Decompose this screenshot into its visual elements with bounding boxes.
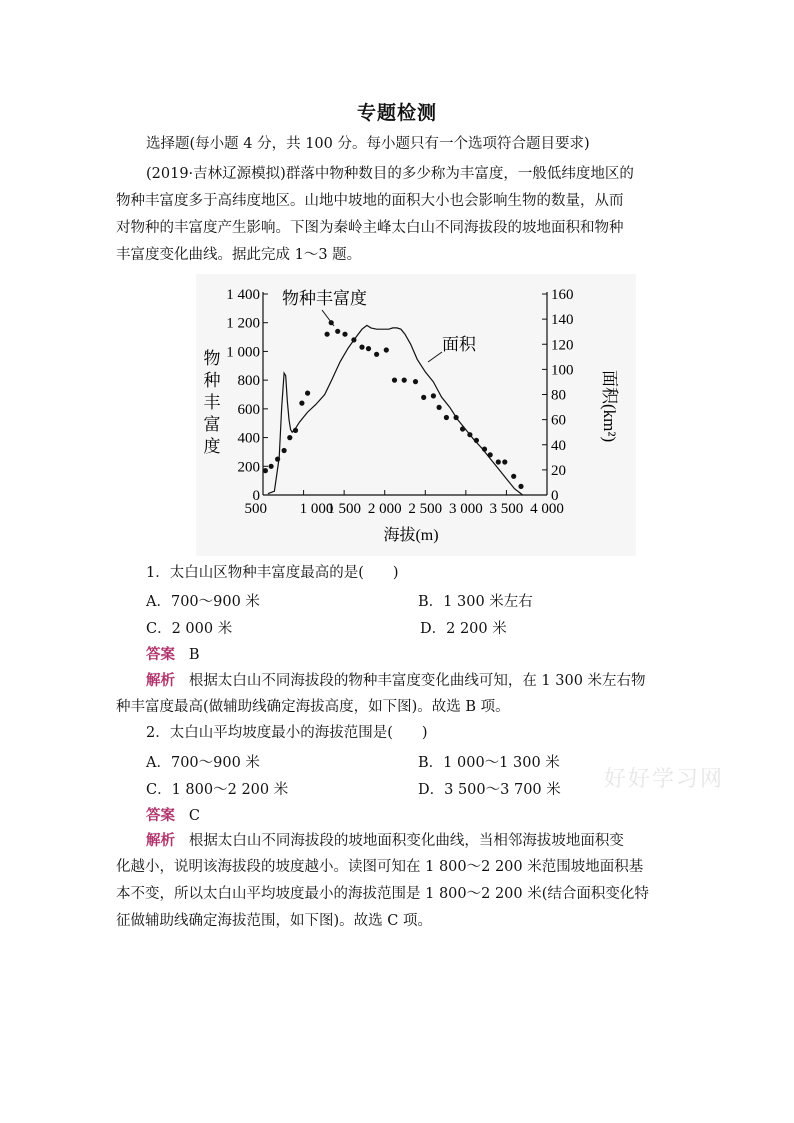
- richness-point: [287, 435, 292, 440]
- richness-point: [474, 438, 479, 443]
- richness-point: [359, 345, 364, 350]
- q2-option-b: B．1 000～1 300 米: [418, 755, 560, 771]
- q2-analysis-line-2: 化越小，说明该海拔段的坡度越小。读图可知在 1 800～2 200 米范围坡地面积基: [116, 859, 644, 875]
- richness-point: [413, 379, 418, 384]
- q2-analysis-line-1: [146, 831, 716, 851]
- richness-point: [511, 474, 516, 479]
- y-axis-label-right-text: 面积(km²): [600, 370, 619, 443]
- q1-option-d: D．2 200 米: [420, 621, 507, 637]
- y-left-tick-label: 800: [237, 373, 260, 390]
- richness-point: [488, 452, 493, 457]
- y-right-tick-label: 0: [551, 488, 559, 504]
- y-left-tick-label: 600: [237, 401, 260, 418]
- watermark: 好好学习网: [604, 767, 725, 792]
- y-axis-label-left-char: 度: [203, 437, 221, 456]
- y-right-tick-label: 100: [551, 362, 574, 379]
- y-right-tick-label: 160: [551, 287, 574, 303]
- passage-line-2: 物种丰富度多于高纬度地区。山地中坡地的面积大小也会影响生物的数量，从而: [116, 193, 624, 209]
- richness-point: [496, 459, 501, 464]
- x-tick-label: 1 000: [299, 501, 334, 517]
- y-right-tick-label: 80: [551, 387, 566, 404]
- instructions: 选择题(每小题 4 分，共 100 分。每小题只有一个选项符合题目要求): [146, 136, 590, 152]
- richness-point: [282, 448, 287, 453]
- y-axis-label-right: [600, 370, 619, 442]
- richness-point: [482, 447, 487, 452]
- richness-point: [374, 352, 379, 357]
- y-right-tick-label: 20: [551, 462, 566, 479]
- y-right-tick-label: 140: [551, 312, 574, 329]
- y-left-tick-label: 1 200: [226, 315, 260, 332]
- q2-option-c: C．1 800～2 200 米: [146, 782, 289, 798]
- richness-point: [467, 432, 472, 437]
- richness-point: [342, 332, 347, 337]
- q1-analysis-text-1: 根据太白山不同海拔段的物种丰富度变化曲线可知，在 1 300 米左右物: [188, 673, 646, 689]
- elevation-chart: [196, 274, 636, 556]
- passage-line-3: 对物种的丰富度产生影响。下图为秦岭主峰太白山不同海拔段的坡地面积和物种: [116, 220, 624, 236]
- richness-point: [454, 415, 459, 420]
- richness-point: [275, 457, 280, 462]
- richness-point: [502, 459, 507, 464]
- richness-point: [305, 391, 310, 396]
- annotation-richness: 物种丰富度: [282, 289, 367, 308]
- q1-option-b: B．1 300 米左右: [418, 594, 533, 610]
- q1-analysis-line-1: [146, 671, 716, 691]
- y-left-tick-label: 400: [237, 430, 260, 447]
- q2-answer: [146, 806, 716, 826]
- q1-option-c: C．2 000 米: [146, 621, 233, 637]
- q2-stem: 2．太白山平均坡度最小的海拔范围是( ): [146, 725, 428, 741]
- richness-point: [431, 393, 436, 398]
- y-left-tick-label: 200: [237, 459, 260, 476]
- richness-point: [351, 337, 356, 342]
- q1-answer: [146, 645, 716, 665]
- richness-point: [325, 332, 330, 337]
- y-axis-label-left-char: 富: [203, 415, 221, 434]
- y-left-tick-label: 1 000: [226, 344, 260, 361]
- q1-answer-label: 答案: [146, 646, 175, 663]
- passage-line-4: 丰富度变化曲线。据此完成 1～3 题。: [116, 247, 362, 263]
- richness-point: [460, 426, 465, 431]
- richness-point: [366, 346, 371, 351]
- richness-point: [384, 347, 389, 352]
- richness-point: [437, 405, 442, 410]
- chart-svg: [196, 274, 636, 556]
- q2-analysis-text-1: 根据太白山不同海拔段的坡地面积变化曲线，当相邻海拔坡地面积变: [188, 833, 624, 849]
- q2-answer-label: 答案: [146, 807, 175, 824]
- richness-point: [392, 378, 397, 383]
- richness-point: [444, 415, 449, 420]
- x-tick-label: 500: [244, 501, 267, 517]
- y-left-tick-label: 1 400: [226, 287, 260, 303]
- q1-analysis-label: 解析: [146, 672, 175, 689]
- y-axis-label-left: [204, 349, 221, 456]
- q2-option-d: D．3 500～3 700 米: [418, 782, 561, 798]
- passage-line-1: (2019·吉林辽源模拟)群落中物种数目的多少称为丰富度，一般低纬度地区的: [146, 166, 634, 182]
- richness-point: [335, 329, 340, 334]
- richness-point: [421, 395, 426, 400]
- area-line: [268, 325, 523, 495]
- x-tick-label: 3 500: [489, 501, 524, 517]
- y-right-tick-label: 60: [551, 412, 566, 429]
- annotation-area-pointer: [428, 352, 442, 362]
- x-tick-label: 3 000: [448, 501, 483, 517]
- y-axis-label-left-char: 丰: [203, 393, 221, 412]
- q2-option-a: A．700～900 米: [146, 755, 260, 771]
- annotation-area: 面积: [442, 335, 476, 354]
- richness-point: [299, 401, 304, 406]
- y-left-tick-label: 0: [252, 488, 260, 504]
- annotation-richness-pointer: [322, 310, 334, 326]
- x-tick-label: 2 000: [367, 501, 402, 517]
- richness-point: [402, 378, 407, 383]
- x-tick-label: 2 500: [408, 501, 443, 517]
- q1-analysis-line-2: 种丰富度最高(做辅助线确定海拔高度，如下图)。故选 B 项。: [116, 699, 510, 715]
- q2-analysis-line-3: 本不变，所以太白山平均坡度最小的海拔范围是 1 800～2 200 米(结合面积变化特: [116, 886, 649, 902]
- y-right-tick-label: 40: [551, 437, 566, 454]
- richness-point: [293, 428, 298, 433]
- page-title: 专题检测: [356, 102, 437, 124]
- richness-point: [518, 484, 523, 489]
- q1-option-a: A．700～900 米: [146, 594, 260, 610]
- richness-point: [263, 468, 268, 473]
- richness-point: [269, 464, 274, 469]
- y-axis-label-left-char: 物: [203, 349, 221, 368]
- y-axis-label-left-char: 种: [203, 371, 221, 390]
- x-tick-label: 4 000: [530, 501, 564, 517]
- y-right-tick-label: 120: [551, 337, 574, 354]
- x-axis-label: 海拔(m): [383, 527, 439, 544]
- q2-answer-value: C: [188, 808, 200, 824]
- q2-analysis-line-4: 征做辅助线确定海拔范围，如下图)。故选 C 项。: [116, 913, 432, 929]
- q1-stem: 1．太白山区物种丰富度最高的是( ): [146, 565, 399, 581]
- q2-analysis-label: 解析: [146, 832, 175, 849]
- q1-answer-value: B: [188, 647, 200, 663]
- x-tick-label: 1 500: [327, 501, 362, 517]
